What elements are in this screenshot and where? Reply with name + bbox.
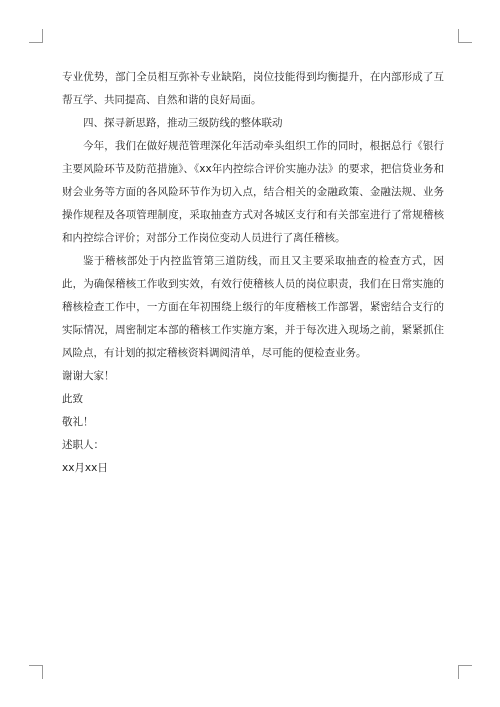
speaker-label: 述职人： — [62, 439, 104, 451]
crop-mark-top-left — [29, 29, 43, 43]
crop-mark-top-right — [458, 29, 472, 43]
section-heading: 四、探寻新思路，推动三级防线的整体联动 — [83, 117, 283, 129]
closing-jingli: 敬礼！ — [62, 416, 94, 428]
crop-mark-bottom-right — [458, 665, 472, 679]
crop-mark-bottom-left — [29, 665, 43, 679]
closing-thanks: 谢谢大家！ — [62, 370, 115, 382]
document-body — [62, 66, 444, 480]
document-date: xx月xx日 — [62, 462, 108, 474]
paragraph-continuation: 专业优势，部门全员相互弥补专业缺陷，岗位技能得到均衡提升，在内部形成了互帮互学、共同提高、自然和谐的良好局面。 — [62, 71, 444, 106]
paragraph-audit-approach: 鉴于稽核部处于内控监管第三道防线，而且又主要采取抽查的检查方式，因此，为确保稽核工作收到实效，有效行使稽核人员的岗位职责，我们在日常实施的稽核检查工作中，一方面在年初围绕上级行的年度稽核工作部署，紧密结合支行的实际情况，周密制定本部的稽核工作实施方案，并于每次进入现场之前，紧紧抓住风险点，有计划的拟定稽核资料调阅清单，尽可能的便检查业务。 — [62, 255, 444, 359]
paragraph-this-year: 今年，我们在做好规范管理深化年活动牵头组织工作的同时，根据总行《银行主要风险环节及防范措施》、《xx年内控综合评价实施办法》的要求，把信贷业务和财会业务等方面的各风险环节作为切入点，结合相关的金融政策、金融法规、业务操作规程及各项管理制度，采取抽查方式对各城区支行和有关部室进行了常规稽核和内控综合评价；对部分工作岗位变动人员进行了离任稽核。 — [62, 140, 444, 244]
closing-cizhi: 此致 — [62, 393, 83, 405]
